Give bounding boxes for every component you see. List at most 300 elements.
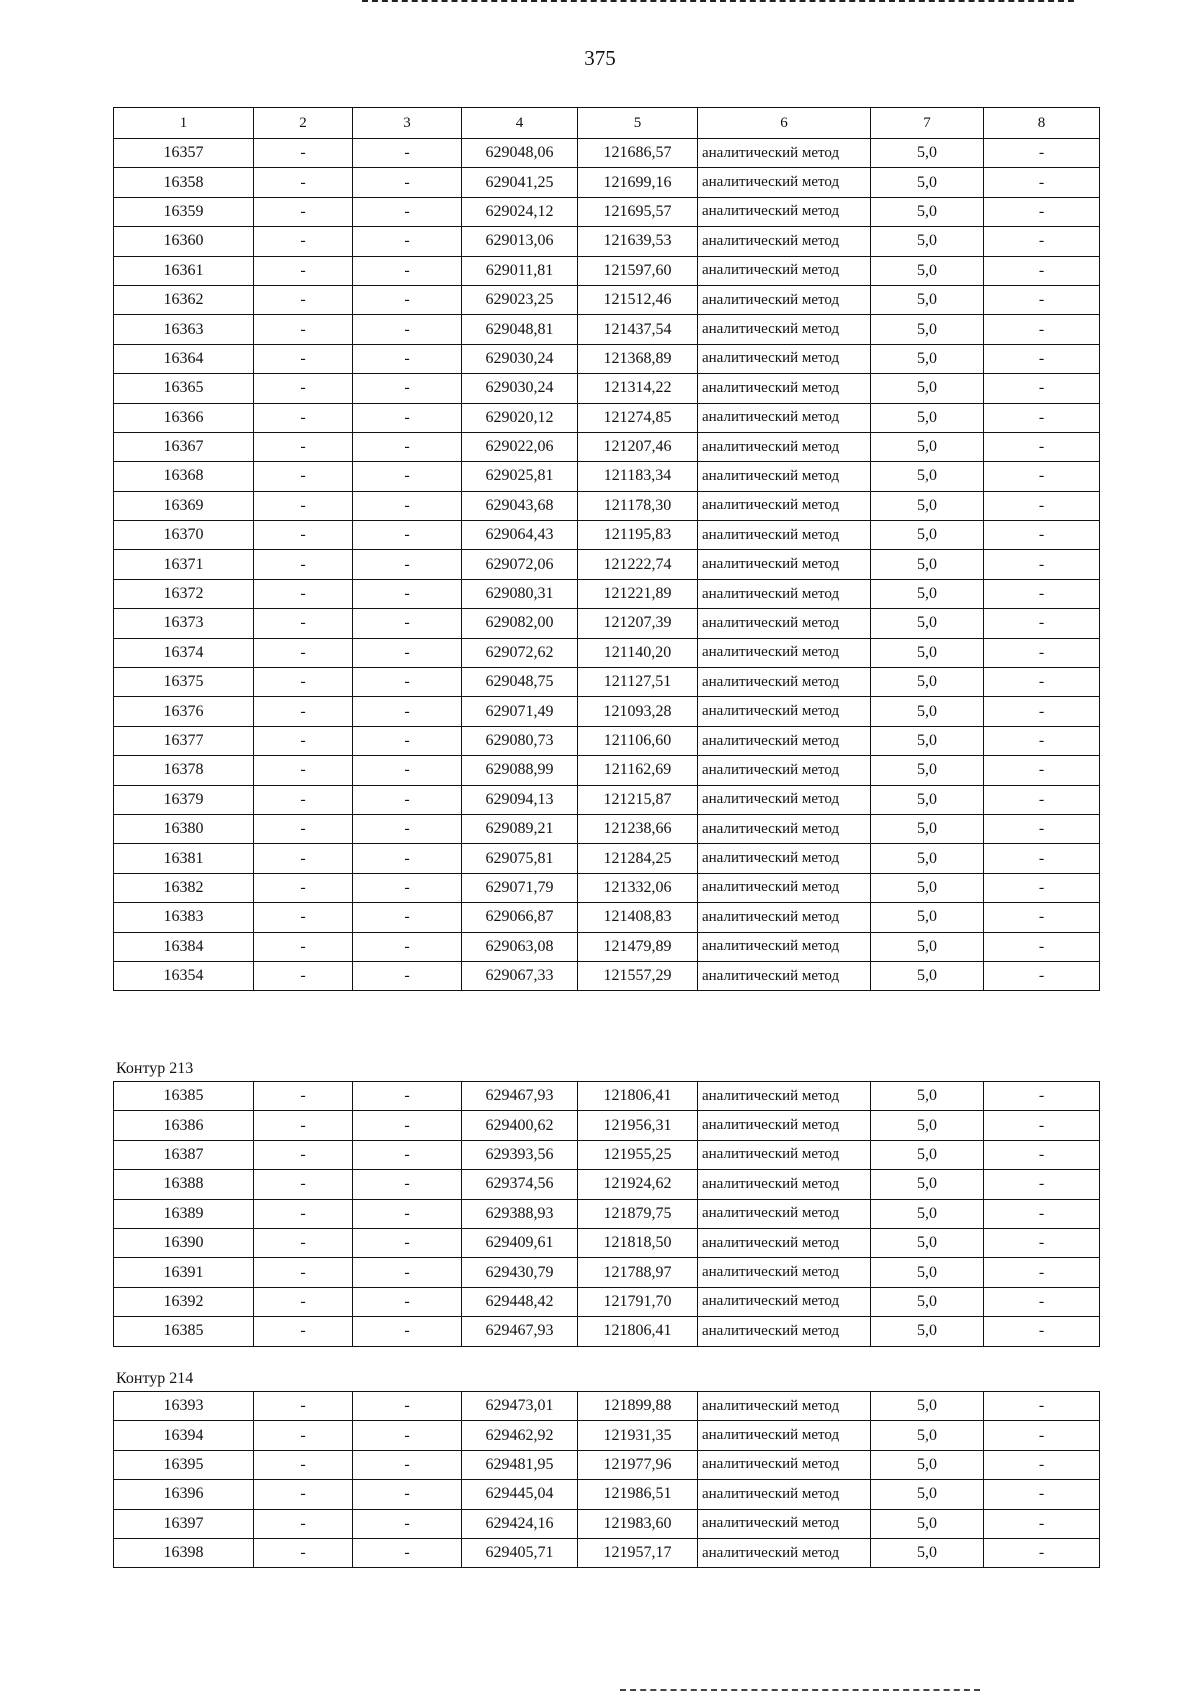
accuracy-cell: 5,0 — [871, 315, 984, 344]
x-coordinate-cell: 629071,79 — [462, 873, 578, 902]
y-coordinate-cell: 121597,60 — [578, 256, 698, 285]
col-2-cell: - — [254, 844, 353, 873]
x-coordinate-cell: 629024,12 — [462, 197, 578, 226]
col-2-cell: - — [254, 315, 353, 344]
accuracy-cell: 5,0 — [871, 1450, 984, 1479]
col-3-cell: - — [353, 814, 462, 843]
col-2-cell: - — [254, 432, 353, 461]
method-cell: аналитический метод — [698, 579, 871, 608]
col-2-cell: - — [254, 1258, 353, 1287]
table-row — [114, 227, 1100, 256]
col-8-cell: - — [984, 1287, 1100, 1316]
method-cell: аналитический метод — [698, 1258, 871, 1287]
accuracy-cell: 5,0 — [871, 961, 984, 990]
col-8-cell: - — [984, 1228, 1100, 1257]
method-cell: аналитический метод — [698, 638, 871, 667]
contour-213-table — [113, 1081, 1100, 1347]
col-3-cell: - — [353, 756, 462, 785]
y-coordinate-cell: 121207,46 — [578, 432, 698, 461]
col-3-cell: - — [353, 903, 462, 932]
method-cell: аналитический метод — [698, 491, 871, 520]
col-3-cell: - — [353, 432, 462, 461]
table-row — [114, 1111, 1100, 1140]
accuracy-cell: 5,0 — [871, 403, 984, 432]
col-3-cell: - — [353, 1480, 462, 1509]
point-number-cell: 16380 — [114, 814, 254, 843]
column-header-5: 5 — [578, 108, 698, 139]
col-8-cell: - — [984, 726, 1100, 755]
point-number-cell: 16397 — [114, 1509, 254, 1538]
table-row — [114, 1480, 1100, 1509]
col-8-cell: - — [984, 961, 1100, 990]
x-coordinate-cell: 629023,25 — [462, 285, 578, 314]
table-row — [114, 462, 1100, 491]
column-header-8: 8 — [984, 108, 1100, 139]
method-cell: аналитический метод — [698, 1538, 871, 1567]
x-coordinate-cell: 629405,71 — [462, 1538, 578, 1567]
col-2-cell: - — [254, 697, 353, 726]
column-header-4: 4 — [462, 108, 578, 139]
x-coordinate-cell: 629094,13 — [462, 785, 578, 814]
accuracy-cell: 5,0 — [871, 1199, 984, 1228]
point-number-cell: 16396 — [114, 1480, 254, 1509]
table-row — [114, 550, 1100, 579]
method-cell: аналитический метод — [698, 1450, 871, 1479]
col-3-cell: - — [353, 579, 462, 608]
point-number-cell: 16385 — [114, 1317, 254, 1346]
y-coordinate-cell: 121195,83 — [578, 521, 698, 550]
accuracy-cell: 5,0 — [871, 374, 984, 403]
col-2-cell: - — [254, 344, 353, 373]
table-row — [114, 1082, 1100, 1111]
accuracy-cell: 5,0 — [871, 1509, 984, 1538]
table-row — [114, 521, 1100, 550]
section-label-contour-214: Контур 214 — [116, 1370, 194, 1387]
point-number-cell: 16362 — [114, 285, 254, 314]
y-coordinate-cell: 121695,57 — [578, 197, 698, 226]
method-cell: аналитический метод — [698, 785, 871, 814]
col-8-cell: - — [984, 344, 1100, 373]
point-number-cell: 16373 — [114, 609, 254, 638]
method-cell: аналитический метод — [698, 227, 871, 256]
accuracy-cell: 5,0 — [871, 1111, 984, 1140]
col-8-cell: - — [984, 932, 1100, 961]
x-coordinate-cell: 629393,56 — [462, 1140, 578, 1169]
method-cell: аналитический метод — [698, 1111, 871, 1140]
method-cell: аналитический метод — [698, 374, 871, 403]
x-coordinate-cell: 629462,92 — [462, 1421, 578, 1450]
point-number-cell: 16390 — [114, 1228, 254, 1257]
col-3-cell: - — [353, 697, 462, 726]
col-2-cell: - — [254, 609, 353, 638]
accuracy-cell: 5,0 — [871, 256, 984, 285]
y-coordinate-cell: 121437,54 — [578, 315, 698, 344]
accuracy-cell: 5,0 — [871, 139, 984, 168]
table-row — [114, 697, 1100, 726]
accuracy-cell: 5,0 — [871, 1228, 984, 1257]
table-row — [114, 139, 1100, 168]
col-2-cell: - — [254, 197, 353, 226]
col-8-cell: - — [984, 609, 1100, 638]
table-row — [114, 491, 1100, 520]
col-3-cell: - — [353, 197, 462, 226]
y-coordinate-cell: 121931,35 — [578, 1421, 698, 1450]
accuracy-cell: 5,0 — [871, 814, 984, 843]
y-coordinate-cell: 121314,22 — [578, 374, 698, 403]
method-cell: аналитический метод — [698, 873, 871, 902]
col-2-cell: - — [254, 521, 353, 550]
accuracy-cell: 5,0 — [871, 697, 984, 726]
col-2-cell: - — [254, 1287, 353, 1316]
method-cell: аналитический метод — [698, 844, 871, 873]
x-coordinate-cell: 629400,62 — [462, 1111, 578, 1140]
y-coordinate-cell: 121479,89 — [578, 932, 698, 961]
col-3-cell: - — [353, 1258, 462, 1287]
point-number-cell: 16378 — [114, 756, 254, 785]
col-3-cell: - — [353, 1199, 462, 1228]
col-8-cell: - — [984, 1509, 1100, 1538]
y-coordinate-cell: 121899,88 — [578, 1392, 698, 1421]
x-coordinate-cell: 629030,24 — [462, 344, 578, 373]
y-coordinate-cell: 121215,87 — [578, 785, 698, 814]
y-coordinate-cell: 121178,30 — [578, 491, 698, 520]
table-row — [114, 785, 1100, 814]
y-coordinate-cell: 121127,51 — [578, 668, 698, 697]
method-cell: аналитический метод — [698, 1140, 871, 1169]
accuracy-cell: 5,0 — [871, 1421, 984, 1450]
col-3-cell: - — [353, 1538, 462, 1567]
y-coordinate-cell: 121183,34 — [578, 462, 698, 491]
point-number-cell: 16364 — [114, 344, 254, 373]
col-2-cell: - — [254, 756, 353, 785]
col-3-cell: - — [353, 1228, 462, 1257]
method-cell: аналитический метод — [698, 1421, 871, 1450]
table-header-row — [114, 108, 1100, 139]
x-coordinate-cell: 629448,42 — [462, 1287, 578, 1316]
table-row — [114, 1140, 1100, 1169]
table-row — [114, 256, 1100, 285]
table-row — [114, 374, 1100, 403]
point-number-cell: 16375 — [114, 668, 254, 697]
col-8-cell: - — [984, 550, 1100, 579]
col-8-cell: - — [984, 315, 1100, 344]
point-number-cell: 16384 — [114, 932, 254, 961]
col-3-cell: - — [353, 227, 462, 256]
scan-bottom-rule — [620, 1689, 980, 1691]
y-coordinate-cell: 121221,89 — [578, 579, 698, 608]
point-number-cell: 16382 — [114, 873, 254, 902]
col-3-cell: - — [353, 1287, 462, 1316]
col-3-cell: - — [353, 1170, 462, 1199]
accuracy-cell: 5,0 — [871, 462, 984, 491]
col-8-cell: - — [984, 579, 1100, 608]
col-3-cell: - — [353, 285, 462, 314]
x-coordinate-cell: 629467,93 — [462, 1317, 578, 1346]
point-number-cell: 16354 — [114, 961, 254, 990]
col-3-cell: - — [353, 139, 462, 168]
method-cell: аналитический метод — [698, 1170, 871, 1199]
point-number-cell: 16392 — [114, 1287, 254, 1316]
method-cell: аналитический метод — [698, 961, 871, 990]
col-8-cell: - — [984, 638, 1100, 667]
method-cell: аналитический метод — [698, 1082, 871, 1111]
col-8-cell: - — [984, 462, 1100, 491]
x-coordinate-cell: 629467,93 — [462, 1082, 578, 1111]
point-number-cell: 16360 — [114, 227, 254, 256]
col-8-cell: - — [984, 432, 1100, 461]
col-8-cell: - — [984, 1480, 1100, 1509]
method-cell: аналитический метод — [698, 903, 871, 932]
accuracy-cell: 5,0 — [871, 550, 984, 579]
method-cell: аналитический метод — [698, 814, 871, 843]
y-coordinate-cell: 121207,39 — [578, 609, 698, 638]
method-cell: аналитический метод — [698, 697, 871, 726]
y-coordinate-cell: 121699,16 — [578, 168, 698, 197]
x-coordinate-cell: 629088,99 — [462, 756, 578, 785]
x-coordinate-cell: 629424,16 — [462, 1509, 578, 1538]
col-8-cell: - — [984, 1317, 1100, 1346]
method-cell: аналитический метод — [698, 550, 871, 579]
col-2-cell: - — [254, 1317, 353, 1346]
x-coordinate-cell: 629020,12 — [462, 403, 578, 432]
table-row — [114, 932, 1100, 961]
accuracy-cell: 5,0 — [871, 1480, 984, 1509]
x-coordinate-cell: 629067,33 — [462, 961, 578, 990]
x-coordinate-cell: 629481,95 — [462, 1450, 578, 1479]
x-coordinate-cell: 629011,81 — [462, 256, 578, 285]
x-coordinate-cell: 629048,06 — [462, 139, 578, 168]
y-coordinate-cell: 121788,97 — [578, 1258, 698, 1287]
table-row — [114, 638, 1100, 667]
col-2-cell: - — [254, 1538, 353, 1567]
y-coordinate-cell: 121983,60 — [578, 1509, 698, 1538]
col-2-cell: - — [254, 932, 353, 961]
method-cell: аналитический метод — [698, 1509, 871, 1538]
accuracy-cell: 5,0 — [871, 609, 984, 638]
scan-top-rule — [362, 0, 1074, 2]
col-8-cell: - — [984, 168, 1100, 197]
col-3-cell: - — [353, 550, 462, 579]
col-8-cell: - — [984, 668, 1100, 697]
col-2-cell: - — [254, 638, 353, 667]
point-number-cell: 16379 — [114, 785, 254, 814]
col-8-cell: - — [984, 1258, 1100, 1287]
method-cell: аналитический метод — [698, 756, 871, 785]
method-cell: аналитический метод — [698, 462, 871, 491]
method-cell: аналитический метод — [698, 168, 871, 197]
col-2-cell: - — [254, 961, 353, 990]
x-coordinate-cell: 629089,21 — [462, 814, 578, 843]
y-coordinate-cell: 121238,66 — [578, 814, 698, 843]
col-8-cell: - — [984, 256, 1100, 285]
col-2-cell: - — [254, 168, 353, 197]
method-cell: аналитический метод — [698, 1480, 871, 1509]
col-8-cell: - — [984, 491, 1100, 520]
accuracy-cell: 5,0 — [871, 785, 984, 814]
y-coordinate-cell: 121986,51 — [578, 1480, 698, 1509]
table-row — [114, 1450, 1100, 1479]
table-row — [114, 285, 1100, 314]
col-8-cell: - — [984, 285, 1100, 314]
col-8-cell: - — [984, 1199, 1100, 1228]
x-coordinate-cell: 629082,00 — [462, 609, 578, 638]
col-2-cell: - — [254, 1111, 353, 1140]
col-8-cell: - — [984, 873, 1100, 902]
method-cell: аналитический метод — [698, 1317, 871, 1346]
col-2-cell: - — [254, 491, 353, 520]
col-8-cell: - — [984, 521, 1100, 550]
col-2-cell: - — [254, 1199, 353, 1228]
table-row — [114, 844, 1100, 873]
col-3-cell: - — [353, 873, 462, 902]
table-row — [114, 609, 1100, 638]
table-row — [114, 903, 1100, 932]
table-row — [114, 403, 1100, 432]
col-8-cell: - — [984, 1538, 1100, 1567]
table-row — [114, 1509, 1100, 1538]
x-coordinate-cell: 629048,81 — [462, 315, 578, 344]
y-coordinate-cell: 121274,85 — [578, 403, 698, 432]
col-2-cell: - — [254, 726, 353, 755]
point-number-cell: 16388 — [114, 1170, 254, 1199]
point-number-cell: 16389 — [114, 1199, 254, 1228]
table-row — [114, 726, 1100, 755]
point-number-cell: 16374 — [114, 638, 254, 667]
x-coordinate-cell: 629030,24 — [462, 374, 578, 403]
y-coordinate-cell: 121977,96 — [578, 1450, 698, 1479]
col-2-cell: - — [254, 403, 353, 432]
col-2-cell: - — [254, 579, 353, 608]
col-3-cell: - — [353, 1450, 462, 1479]
x-coordinate-cell: 629080,73 — [462, 726, 578, 755]
col-8-cell: - — [984, 785, 1100, 814]
accuracy-cell: 5,0 — [871, 1392, 984, 1421]
col-2-cell: - — [254, 668, 353, 697]
accuracy-cell: 5,0 — [871, 168, 984, 197]
contour-214-table — [113, 1391, 1100, 1568]
method-cell: аналитический метод — [698, 197, 871, 226]
y-coordinate-cell: 121368,89 — [578, 344, 698, 373]
accuracy-cell: 5,0 — [871, 756, 984, 785]
y-coordinate-cell: 121106,60 — [578, 726, 698, 755]
method-cell: аналитический метод — [698, 1287, 871, 1316]
point-number-cell: 16370 — [114, 521, 254, 550]
table-row — [114, 1199, 1100, 1228]
col-3-cell: - — [353, 1421, 462, 1450]
point-number-cell: 16361 — [114, 256, 254, 285]
table-row — [114, 1421, 1100, 1450]
accuracy-cell: 5,0 — [871, 638, 984, 667]
col-3-cell: - — [353, 609, 462, 638]
col-8-cell: - — [984, 1421, 1100, 1450]
method-cell: аналитический метод — [698, 521, 871, 550]
table-row — [114, 873, 1100, 902]
accuracy-cell: 5,0 — [871, 873, 984, 902]
table-row — [114, 315, 1100, 344]
col-2-cell: - — [254, 1082, 353, 1111]
point-number-cell: 16366 — [114, 403, 254, 432]
col-2-cell: - — [254, 1392, 353, 1421]
y-coordinate-cell: 121222,74 — [578, 550, 698, 579]
y-coordinate-cell: 121093,28 — [578, 697, 698, 726]
col-3-cell: - — [353, 168, 462, 197]
x-coordinate-cell: 629430,79 — [462, 1258, 578, 1287]
y-coordinate-cell: 121924,62 — [578, 1170, 698, 1199]
col-3-cell: - — [353, 1140, 462, 1169]
y-coordinate-cell: 121791,70 — [578, 1287, 698, 1316]
y-coordinate-cell: 121408,83 — [578, 903, 698, 932]
point-number-cell: 16381 — [114, 844, 254, 873]
col-3-cell: - — [353, 462, 462, 491]
col-3-cell: - — [353, 638, 462, 667]
col-2-cell: - — [254, 227, 353, 256]
y-coordinate-cell: 121806,41 — [578, 1317, 698, 1346]
accuracy-cell: 5,0 — [871, 1317, 984, 1346]
column-header-6: 6 — [698, 108, 871, 139]
accuracy-cell: 5,0 — [871, 432, 984, 461]
y-coordinate-cell: 121686,57 — [578, 139, 698, 168]
col-3-cell: - — [353, 1111, 462, 1140]
accuracy-cell: 5,0 — [871, 726, 984, 755]
point-number-cell: 16395 — [114, 1450, 254, 1479]
point-number-cell: 16363 — [114, 315, 254, 344]
col-3-cell: - — [353, 256, 462, 285]
col-8-cell: - — [984, 197, 1100, 226]
point-number-cell: 16394 — [114, 1421, 254, 1450]
method-cell: аналитический метод — [698, 1228, 871, 1257]
col-2-cell: - — [254, 1480, 353, 1509]
x-coordinate-cell: 629063,08 — [462, 932, 578, 961]
col-8-cell: - — [984, 697, 1100, 726]
accuracy-cell: 5,0 — [871, 1287, 984, 1316]
point-number-cell: 16367 — [114, 432, 254, 461]
x-coordinate-cell: 629072,62 — [462, 638, 578, 667]
table-row — [114, 1392, 1100, 1421]
x-coordinate-cell: 629473,01 — [462, 1392, 578, 1421]
y-coordinate-cell: 121957,17 — [578, 1538, 698, 1567]
y-coordinate-cell: 121162,69 — [578, 756, 698, 785]
col-2-cell: - — [254, 1421, 353, 1450]
method-cell: аналитический метод — [698, 139, 871, 168]
table-row — [114, 814, 1100, 843]
x-coordinate-cell: 629013,06 — [462, 227, 578, 256]
column-header-7: 7 — [871, 108, 984, 139]
point-number-cell: 16383 — [114, 903, 254, 932]
accuracy-cell: 5,0 — [871, 197, 984, 226]
col-8-cell: - — [984, 1170, 1100, 1199]
col-3-cell: - — [353, 374, 462, 403]
col-2-cell: - — [254, 550, 353, 579]
col-2-cell: - — [254, 1228, 353, 1257]
method-cell: аналитический метод — [698, 285, 871, 314]
col-3-cell: - — [353, 1509, 462, 1538]
col-3-cell: - — [353, 315, 462, 344]
accuracy-cell: 5,0 — [871, 903, 984, 932]
col-2-cell: - — [254, 1450, 353, 1479]
table-row — [114, 1228, 1100, 1257]
col-8-cell: - — [984, 374, 1100, 403]
x-coordinate-cell: 629072,06 — [462, 550, 578, 579]
col-8-cell: - — [984, 814, 1100, 843]
point-number-cell: 16359 — [114, 197, 254, 226]
column-header-1: 1 — [114, 108, 254, 139]
col-2-cell: - — [254, 903, 353, 932]
col-3-cell: - — [353, 1317, 462, 1346]
point-number-cell: 16398 — [114, 1538, 254, 1567]
x-coordinate-cell: 629025,81 — [462, 462, 578, 491]
table-row — [114, 1258, 1100, 1287]
col-3-cell: - — [353, 726, 462, 755]
